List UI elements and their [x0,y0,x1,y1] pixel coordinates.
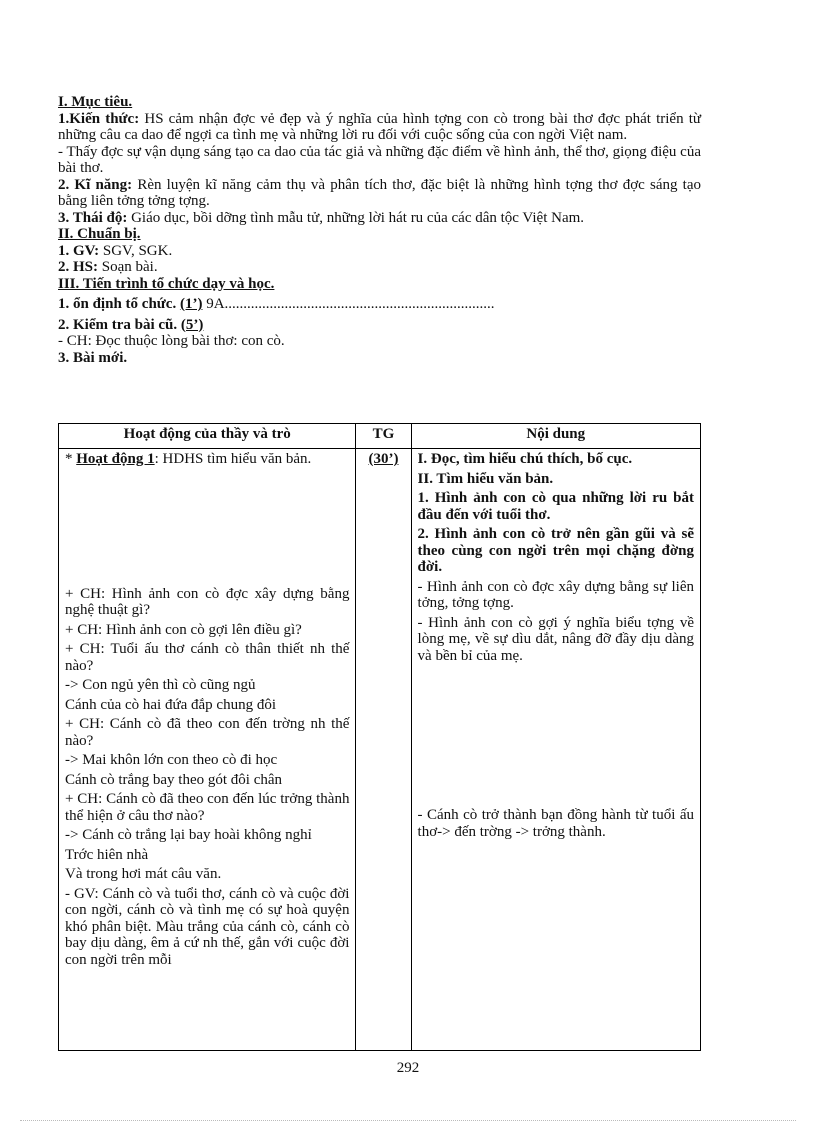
content-heading: 1. Hình ảnh con cò qua những lời ru bắt đầu đến với tuổi thơ. [417,490,694,523]
table-row [59,449,701,1051]
activity-label: Hoạt động 1 [76,451,155,467]
left-item: Và trong hơi mát câu văn. [65,866,222,882]
attitude-text: Giáo dục, bồi dỡng tình mẫu tử, những lời hát ru của các dân tộc Việt Nam. [127,209,585,226]
skill-text: Rèn luyện kĩ năng cảm thụ và phân tích thơ, đặc biệt là những hình tợng thơ đợc sáng tạo bằng liên tởng tởng tợng. [58,176,701,209]
lesson-activity-table [58,423,701,1051]
preparation-heading: II. Chuẩn bị. [58,226,141,242]
page-number: 292 [396,1060,420,1076]
table-header-row [59,424,701,449]
gv-text: SGV, SGK. [99,242,173,259]
left-item: -> Con ngủ yên thì cò cũng ngủ [65,677,256,693]
step1-text: 9A........................................................................ [202,296,495,312]
left-item: + CH: Hình ảnh con cò gợi lên điều gì? [65,621,302,638]
left-item: + CH: Cánh cò đã theo con đến lúc trởng thành thể hiện ở câu thơ nào? [65,791,350,824]
hs-line [58,259,701,276]
knowledge-paragraph-2: - Thấy đợc sự vận dụng sáng tạo ca dao của tác giả và những đặc điểm về hình ảnh, thể thơ, giọng điệu của bài thơ. [58,143,701,176]
objectives-heading: I. Mục tiêu. [58,94,133,110]
page-bottom-divider [20,1120,796,1121]
header-activity: Hoạt động của thầy và trò [59,424,356,449]
step3-label: 3. Bài mới. [58,349,128,366]
time-value: (30’) [368,451,399,467]
content-heading: II. Tìm hiểu văn bản. [417,470,554,487]
process-heading: III. Tiến trình tổ chức dạy và học. [58,275,275,292]
step2-text: - CH: Đọc thuộc lòng bài thơ: con cò. [58,333,285,349]
step2-line [58,317,701,334]
left-item: + CH: Cánh cò đã theo con đến trờng nh thế nào? [65,716,350,749]
left-item: -> Cánh cò trắng lại bay hoài không nghỉ [65,827,312,843]
knowledge-label: 1.Kiến thức: [58,110,140,127]
activity-text: : HDHS tìm hiểu văn bản. [154,451,312,467]
lesson-header-section [58,94,701,366]
time-column [356,449,411,1051]
content-item: - Cánh cò trở thành bạn đồng hành từ tuổi ấu thơ-> đến trờng -> trởng thành. [417,807,694,840]
left-item: + CH: Tuổi ấu thơ cánh cò thân thiết nh thế nào? [65,641,350,674]
hs-label: 2. HS: [58,259,99,275]
content-heading: I. Đọc, tìm hiểu chú thích, bố cục. [417,451,633,467]
left-item: - GV: Cánh cò và tuổi thơ, cánh cò và cuộc đời con ngời, cánh cò và tình mẹ có sự hoà quyện khó phân biệt. Màu trắng của cánh cò, cánh cò bay dịu dàng, êm ả cứ nh thế, gắn với cuộc đời con ngời trên mỗi [65,885,350,968]
left-item: -> Mai khôn lớn con theo cò đi học [65,752,278,768]
content-item: - Hình ảnh con cò gợi ý nghĩa biểu tợng về lòng mẹ, về sự dìu dắt, nâng đỡ đầy dịu dàng và bền bỉ của mẹ. [417,614,694,664]
step1-label: 1. ổn định tổ chức. [58,296,177,312]
left-item: Trớc hiên nhà [65,846,149,863]
header-content: Nội dung [411,424,700,449]
knowledge-text: HS cảm nhận đợc vẻ đẹp và ý nghĩa của hình tợng con cò trong bài thơ đợc phát triển từ những câu ca dao để ngợi ca tình mẹ và những lời ru đối với cuộc sống của con ngời Việt nam. [58,110,702,143]
left-item: Cánh của cò hai đứa đắp chung đôi [65,696,276,713]
activity-bullet: * [65,451,77,467]
step2-label: 2. Kiểm tra bài cũ. [58,316,178,333]
header-time: TG [356,424,411,449]
attitude-label: 3. Thái độ: [58,209,128,226]
activity-column [59,449,356,1051]
skill-label: 2. Kĩ năng: [58,176,133,193]
gv-label: 1. GV: [58,242,100,259]
content-heading: 2. Hình ảnh con cò trở nên gần gũi và sẽ theo cùng con ngời trên mọi chặng đờng đời. [417,526,694,575]
skill-paragraph [58,177,701,210]
left-item: Cánh cò trắng bay theo gót đôi chân [65,771,283,788]
hs-text: Soạn bài. [98,259,158,275]
left-item: + CH: Hình ảnh con cò đợc xây dựng bằng nghệ thuật gì? [65,585,350,618]
activity-title [65,451,349,468]
content-item: - Hình ảnh con cò đợc xây dựng bằng sự liên tởng, tởng tợng. [417,578,694,611]
knowledge-paragraph [58,111,701,144]
gv-line [58,243,701,260]
attitude-paragraph [58,210,701,227]
step1-time: (1’) [179,296,203,312]
step1-line [58,296,701,313]
content-column [411,449,700,1051]
step2-time: (5’) [180,316,204,333]
